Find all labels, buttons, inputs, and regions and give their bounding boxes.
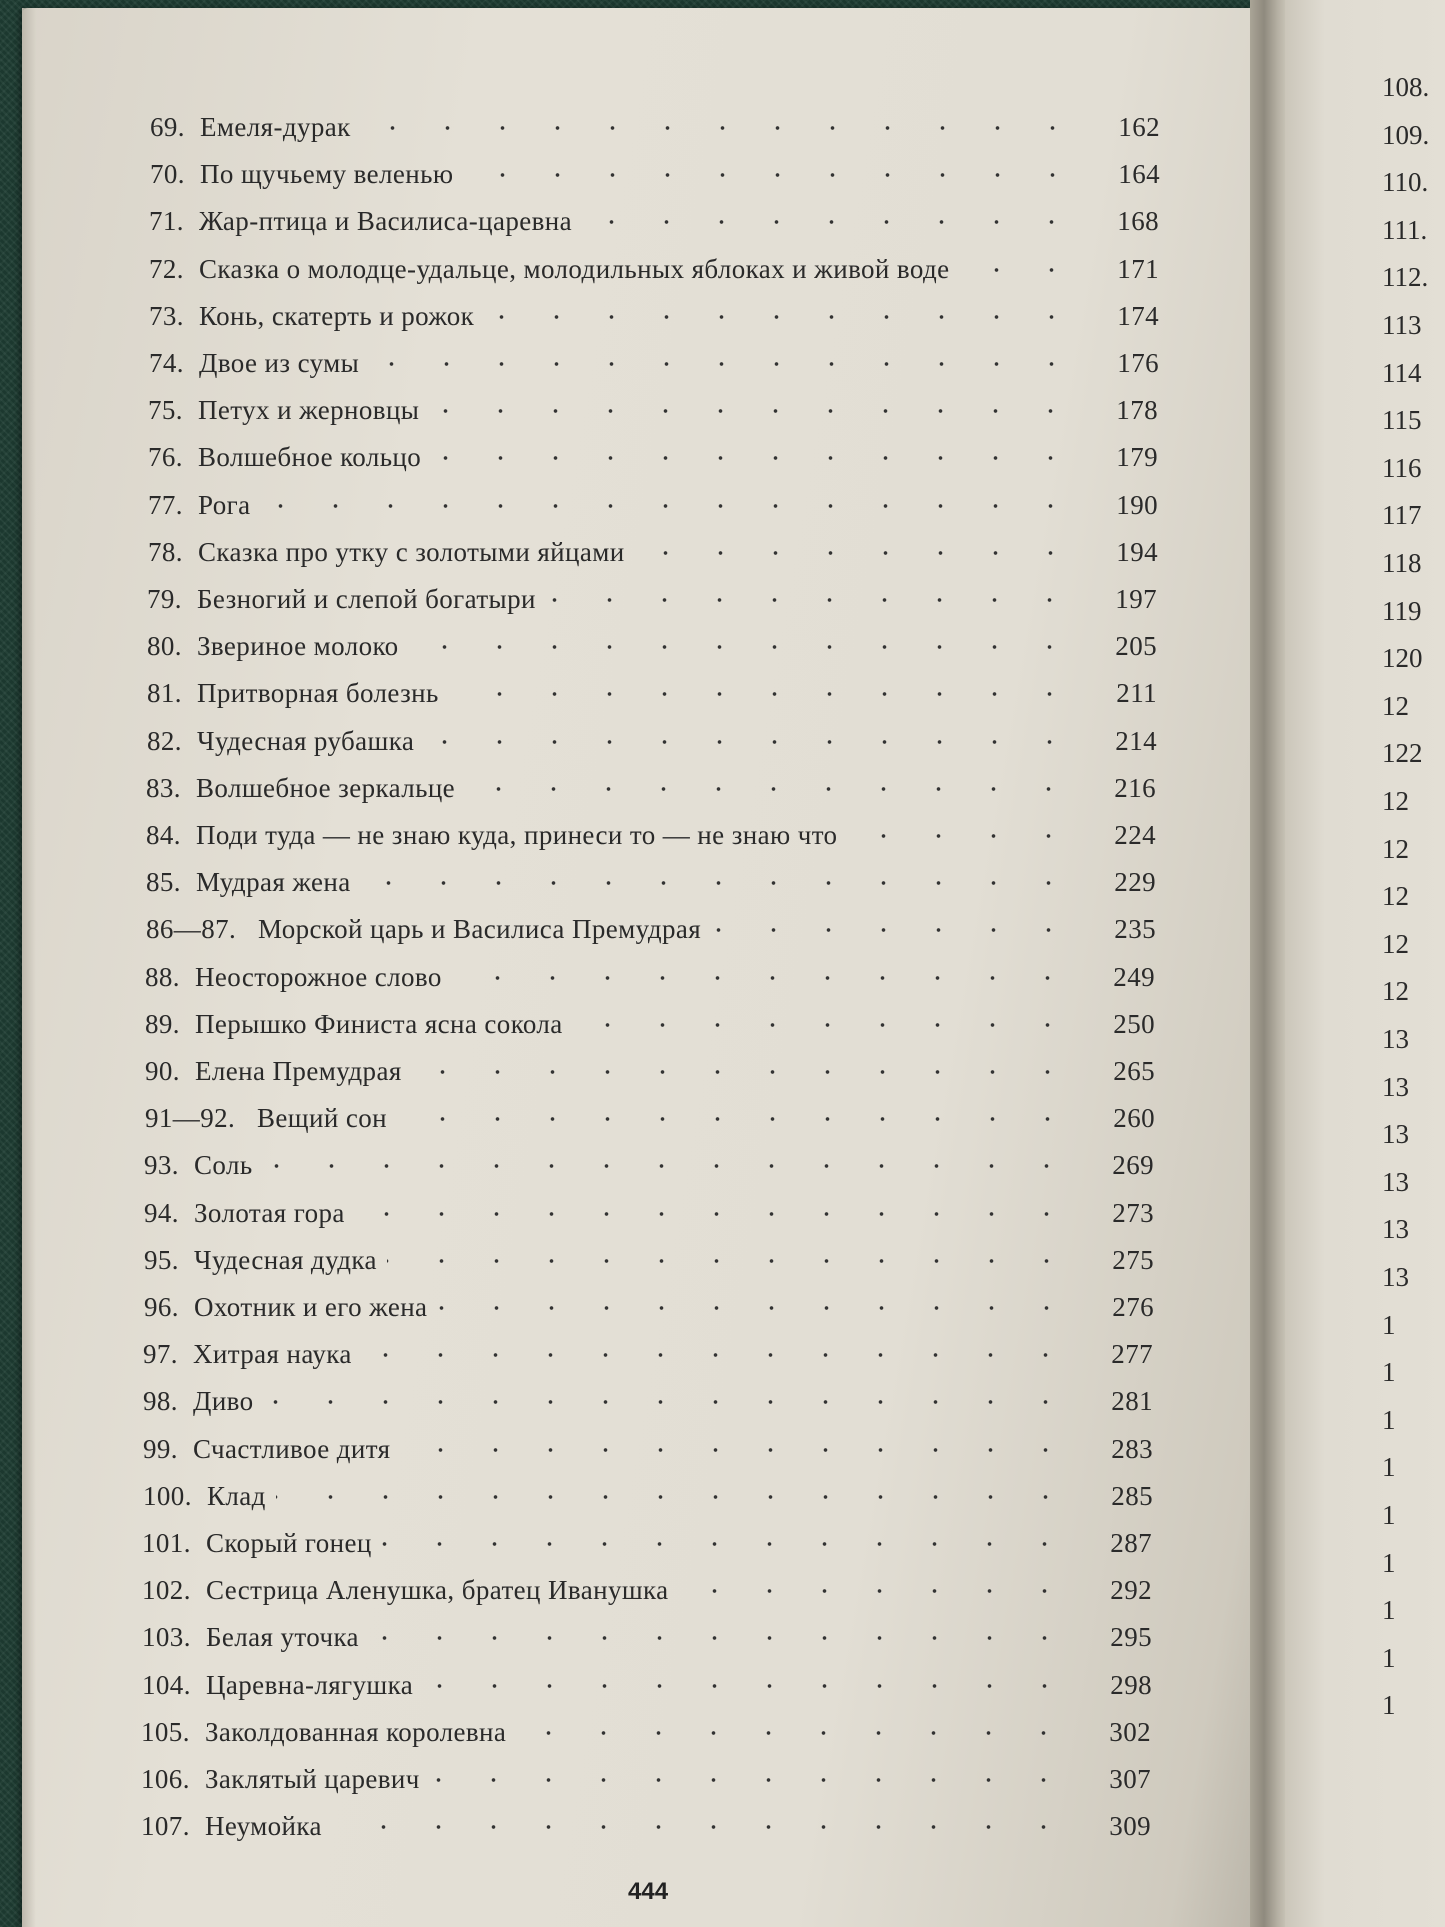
dot-leader [332,1825,1071,1829]
dot-leader [362,1353,1073,1357]
toc-entry-page: 190 [1116,489,1158,520]
toc-entry [142,1670,1152,1710]
toc-entry-number: 90. [145,1056,180,1086]
toc-entry-title: Чудесная рубашка [197,725,415,756]
toc-entry-title: Волшебное зеркальце [196,772,456,803]
toc-entry-page: 229 [1114,867,1156,898]
dot-leader [424,740,1077,744]
toc-entry-page: 283 [1111,1433,1153,1464]
toc-entry-page: 302 [1109,1716,1151,1747]
toc-entry-title: Скорый гонец [206,1528,372,1558]
toc-entry-title: Сказка о молодце-удальце, молодильных яблоках и живой воде [199,253,950,284]
toc-entry [148,537,1158,577]
toc-entry-title: Охотник и его жена [194,1292,428,1322]
toc-entry-title: Перышко Финиста ясна сокола [195,1008,563,1039]
right-page-entry-number: 118 [1382,548,1422,578]
right-page-entry-number: 1 [1382,1595,1396,1626]
right-page-entry-number: 12 [1382,833,1409,864]
right-page-entry-number: 109. [1382,119,1430,150]
toc-entry-number: 91—92. [145,1103,236,1134]
toc-entry-page: 265 [1113,1056,1155,1086]
right-page-entry-number: 1 [1382,1642,1396,1673]
dot-leader [429,409,1078,413]
toc-entry-page: 295 [1110,1622,1152,1653]
dot-leader [412,1070,1075,1074]
right-page-entry-number: 1 [1382,1357,1396,1388]
toc-entry-title: Безногий и слепой богатыри [197,584,536,614]
toc-entry-number: 72. [149,253,184,284]
toc-entry-number: 77. [148,489,183,520]
toc-entry [150,112,1160,152]
page-number: 444 [628,1878,669,1905]
toc-entry [147,631,1157,671]
toc-entry-page: 281 [1111,1386,1153,1417]
toc-entry-number: 107. [141,1811,190,1842]
right-page-entry-number: 13 [1382,1024,1409,1054]
toc-entry-page: 298 [1110,1669,1152,1700]
right-page-entry-number: 112. [1382,262,1429,293]
dot-leader [361,126,1080,130]
toc-entry-page: 176 [1117,348,1159,378]
toc-entry-number: 88. [145,961,180,992]
toc-entry-number: 76. [148,442,183,473]
right-page-entry-number: 13 [1382,1071,1409,1102]
dot-leader [452,976,1075,980]
toc-entry-title: Петух и жерновцы [198,395,420,426]
toc-entry [144,1292,1154,1332]
toc-entry [145,962,1155,1002]
dot-leader [516,1731,1071,1735]
toc-entry-title: Елена Премудрая [195,1056,402,1086]
right-page-entry-number: 12 [1382,786,1409,816]
toc-entry [141,1764,1151,1804]
dot-leader [449,692,1077,696]
toc-entry-number: 95. [144,1244,179,1275]
right-page-entry-number: 110. [1382,167,1429,198]
right-page-entry-number: 115 [1382,405,1422,436]
dot-leader [960,268,1079,272]
dot-leader [679,1589,1072,1593]
dot-leader [263,1164,1074,1168]
right-page-entry-number: 13 [1382,1119,1409,1150]
dot-leader [847,834,1076,838]
toc-entry-page: 292 [1110,1575,1152,1606]
dot-leader [369,1636,1072,1640]
toc-entry [143,1434,1153,1474]
dot-leader [261,504,1078,508]
toc-entry-number: 75. [148,395,183,426]
toc-entry [149,301,1159,341]
right-page [1285,0,1445,1927]
toc-entry-title: Диво [193,1386,254,1417]
toc-entry-title: Мудрая жена [196,867,351,898]
toc-entry-title: Сказка про утку с золотыми яйцами [198,536,625,567]
toc-entry-number: 101. [142,1528,191,1558]
toc-entry-number: 86—87. [146,914,237,945]
toc-entry-number: 97. [143,1339,178,1370]
toc-entry-title: Звериное молоко [197,631,399,662]
toc-entry-number: 69. [150,112,185,142]
toc-entry-title: Двое из сумы [199,348,360,378]
toc-entry [149,348,1159,388]
toc-entry-number: 104. [142,1669,191,1700]
dot-leader [582,220,1079,224]
toc-entry-page: 273 [1112,1197,1154,1228]
dot-leader [546,598,1077,602]
right-page-entry-number: 114 [1382,357,1422,388]
right-page-entry-number: 1 [1382,1547,1396,1578]
toc-entry [142,1622,1152,1662]
toc-entry-number: 83. [146,772,181,803]
toc-entry-page: 178 [1116,395,1158,426]
toc-entry-page: 285 [1111,1480,1153,1511]
right-page-entry-number: 12 [1382,690,1409,721]
toc-entry [150,159,1160,199]
toc-entry-title: Заколдованная королевна [205,1716,507,1747]
toc-entry-title: Заклятый царевич [205,1764,420,1794]
toc-entry-title: Волшебное кольцо [198,442,422,473]
dot-leader [382,1542,1072,1546]
toc-entry-title: Клад [207,1480,266,1511]
toc-entry-number: 82. [147,725,182,756]
right-page-entry-number: 12 [1382,976,1409,1007]
toc-entry-title: Притворная болезнь [197,678,439,709]
toc-entry-number: 79. [147,584,182,614]
right-page-entry-number: 119 [1382,595,1422,626]
toc-entry-number: 81. [147,678,182,709]
toc-entry-title: По щучьему веленью [200,159,454,190]
toc-entry-title: Белая уточка [206,1622,359,1653]
toc-entry-title: Морской царь и Василиса Премудрая [258,914,702,945]
toc-entry-page: 309 [1109,1811,1151,1842]
right-page-entry-number: 1 [1382,1309,1396,1340]
toc-entry-number: 74. [149,348,184,378]
toc-entry-page: 211 [1116,678,1157,709]
toc-entry [148,395,1158,435]
toc-entry-title: Конь, скатерть и рожок [199,300,475,331]
toc-entry-page: 260 [1113,1103,1155,1134]
toc-entry-title: Поди туда — не знаю куда, принеси то — не знаю что [196,820,838,850]
dot-leader [355,1212,1074,1216]
toc-entry-number: 100. [143,1480,192,1511]
toc-entry [141,1717,1151,1757]
toc-entry-page: 216 [1114,772,1156,803]
toc-entry-page: 275 [1112,1244,1154,1275]
toc-entry-number: 94. [144,1197,179,1228]
dot-leader [711,928,1076,932]
toc-entry-title: Неумойка [205,1811,322,1842]
toc-entry-number: 73. [149,300,184,331]
toc-entry [144,1245,1154,1285]
toc-entry-page: 197 [1115,584,1157,614]
dot-leader [387,1259,1074,1263]
toc-entry-page: 307 [1109,1764,1151,1794]
toc-entry-number: 85. [146,867,181,898]
toc-entry-page: 174 [1117,300,1159,331]
toc-entry-title: Емеля-дурак [200,112,351,142]
dot-leader [400,1448,1073,1452]
dot-leader [423,1684,1072,1688]
toc-entry-number: 96. [144,1292,179,1322]
right-page-entry-number: 122 [1382,738,1423,769]
toc-entry-page: 214 [1115,725,1157,756]
toc-entry [148,490,1158,530]
toc-entry [146,773,1156,813]
dot-leader [369,362,1079,366]
toc-entry-number: 80. [147,631,182,662]
toc-entry-title: Царевна-лягушка [206,1669,414,1700]
toc-entry-page: 171 [1117,253,1159,284]
toc-entry-page: 276 [1112,1292,1154,1322]
dot-leader [430,1778,1071,1782]
toc-entry-page: 269 [1112,1150,1154,1181]
toc-entry-title: Рога [198,489,251,520]
toc-entry [146,867,1156,907]
right-page-entry-number: 116 [1382,452,1422,483]
dot-leader [264,1400,1073,1404]
toc-entry-page: 162 [1118,112,1160,142]
dot-leader [437,1306,1074,1310]
toc-entry-title: Хитрая наука [193,1339,352,1370]
toc-entry-number: 89. [145,1008,180,1039]
toc-entry [143,1339,1153,1379]
toc-entry-title: Жар-птица и Василиса-царевна [199,206,573,237]
dot-leader [573,1023,1075,1027]
toc-entry [144,1150,1154,1190]
right-page-entry-number: 12 [1382,881,1409,912]
toc-entry [148,442,1158,482]
toc-entry-number: 103. [142,1622,191,1653]
toc-entry-title: Счастливое дитя [193,1433,391,1464]
toc-entry [149,254,1159,294]
toc-entry-page: 179 [1116,442,1158,473]
dot-leader [276,1495,1073,1499]
toc-entry-number: 105. [141,1716,190,1747]
book-gutter [1250,0,1290,1927]
toc-entry-number: 106. [141,1764,190,1794]
toc-entry-title: Сестрица Аленушка, братец Иванушка [206,1575,669,1606]
toc-entry-number: 102. [142,1575,191,1606]
right-page-entry-number: 117 [1382,500,1422,531]
toc-entry-page: 224 [1114,820,1156,850]
right-page-entry-number: 108. [1382,72,1430,102]
toc-entry [143,1481,1153,1521]
right-page-entry-number: 1 [1382,1690,1396,1721]
dot-leader [409,645,1077,649]
toc-entry-number: 84. [146,820,181,850]
toc-entry [146,820,1156,860]
toc-entry-number: 93. [144,1150,179,1181]
toc-entry-title: Золотая гора [194,1197,345,1228]
toc-entry-title: Чудесная дудка [194,1244,377,1275]
dot-leader [431,456,1078,460]
toc-entry [144,1198,1154,1238]
dot-leader [484,315,1079,319]
toc-entry-number: 99. [143,1433,178,1464]
dot-leader [361,881,1076,885]
toc-entry-title: Неосторожное слово [195,961,442,992]
toc-entry [145,1103,1155,1143]
toc-entry [145,1009,1155,1049]
dot-leader [463,173,1080,177]
toc-entry-page: 235 [1114,914,1156,945]
right-page-entry-number: 1 [1382,1404,1396,1435]
toc-entry [149,206,1159,246]
dot-leader [465,787,1076,791]
right-page-entry-number: 12 [1382,928,1409,959]
toc-entry [147,678,1157,718]
toc-entry-page: 250 [1113,1008,1155,1039]
toc-entry [142,1575,1152,1615]
dot-leader [397,1117,1075,1121]
toc-entry-page: 194 [1116,536,1158,567]
toc-entry [147,584,1157,624]
right-page-entry-number: 1 [1382,1500,1396,1530]
right-page-entry-number: 1 [1382,1452,1396,1483]
toc-entry-number: 71. [149,206,184,237]
toc-entry [143,1386,1153,1426]
toc-entry-page: 277 [1111,1339,1153,1370]
dot-leader [635,551,1078,555]
right-page-entry-number: 13 [1382,1166,1409,1197]
right-page-entry-number: 13 [1382,1214,1409,1245]
right-page-entry-number: 13 [1382,1262,1409,1292]
toc-entry-page: 164 [1118,159,1160,190]
toc-entry-page: 249 [1113,961,1155,992]
toc-entry [142,1528,1152,1568]
toc-entry-page: 168 [1117,206,1159,237]
toc-entry [141,1811,1151,1851]
right-page-entry-number: 111. [1382,214,1428,245]
right-page-entry-number: 120 [1382,643,1423,674]
toc-entry-title: Вещий сон [257,1103,387,1134]
toc-entry-page: 205 [1115,631,1157,662]
right-page-entry-number: 113 [1382,310,1422,340]
toc-entry-number: 70. [150,159,185,190]
toc-entry [147,726,1157,766]
toc-entry-number: 78. [148,536,183,567]
toc-entry [145,1056,1155,1096]
toc-entry-title: Соль [194,1150,253,1181]
toc-entry [146,914,1156,954]
toc-entry-page: 287 [1110,1528,1152,1558]
toc-entry-number: 98. [143,1386,178,1417]
